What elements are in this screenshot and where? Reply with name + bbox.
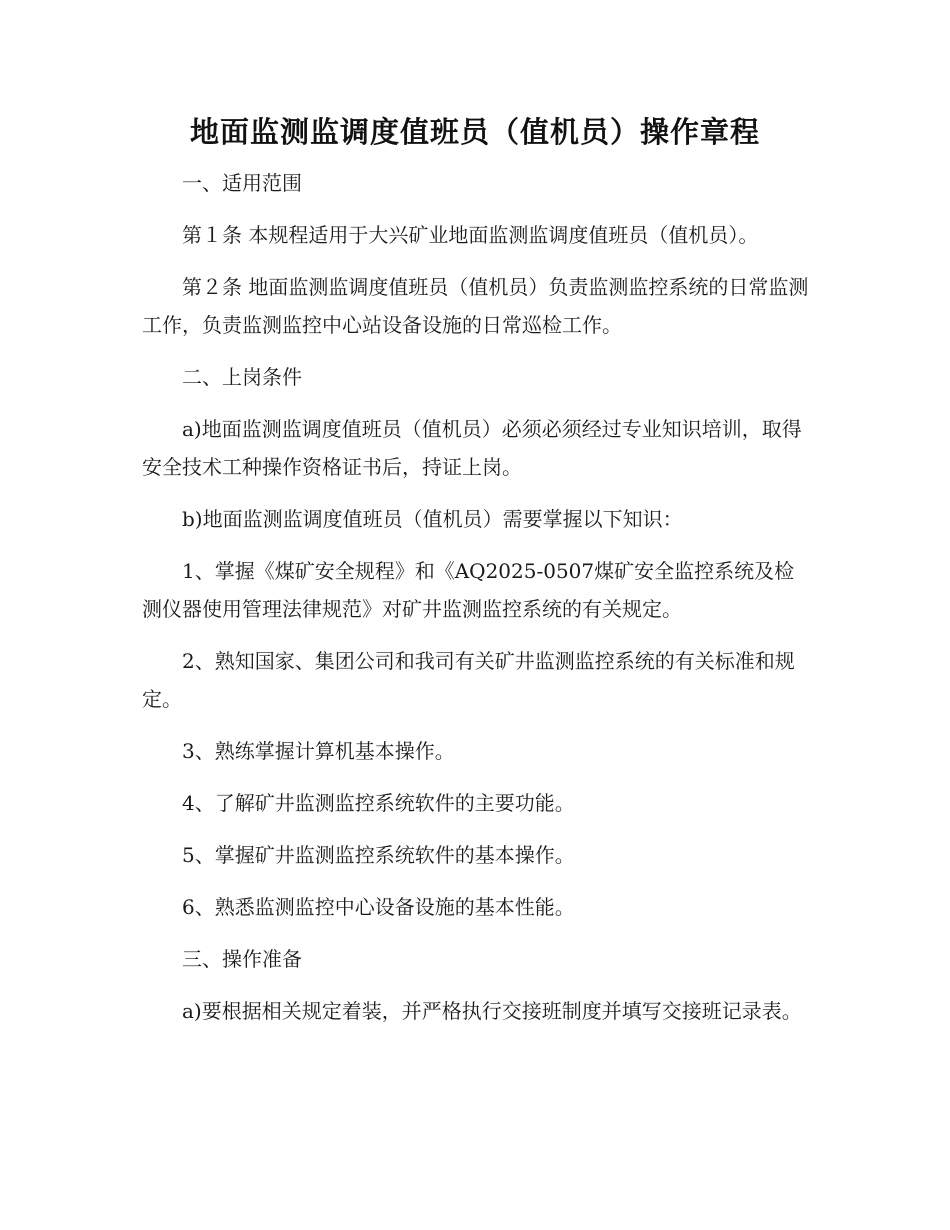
document-title: 地面监测监调度值班员（值机员）操作章程 (189, 115, 760, 149)
document-body (142, 164, 812, 1044)
list-item: 5、掌握矿井监测监控系统软件的基本操作。 (182, 843, 575, 867)
paragraph: a)地面监测监调度值班员（值机员）必须必须经过专业知识培训，取得安全技术工种操作资格证书后，持证上岗。 (142, 417, 802, 479)
list-item: 3、熟练掌握计算机基本操作。 (182, 739, 455, 763)
paragraph: 第１条 本规程适用于大兴矿业地面监测监调度值班员（值机员）。 (182, 223, 759, 247)
list-item: 4、了解矿井监测监控系统软件的主要功能。 (182, 791, 575, 815)
section-heading: 三、操作准备 (182, 947, 302, 971)
section-heading: 一、适用范围 (182, 171, 302, 195)
list-item: 1、掌握《煤矿安全规程》和《AQ2025-0507煤矿安全监控系统及检测仪器使用管理法律规范》对矿井监测监控系统的有关规定。 (142, 559, 795, 621)
paragraph: a)要根据相关规定着装，并严格执行交接班制度并填写交接班记录表。 (182, 999, 802, 1023)
paragraph: 第２条 地面监测监调度值班员（值机员）负责监测监控系统的日常监测工作，负责监测监控中心站设备设施的日常巡检工作。 (142, 275, 809, 337)
paragraph: b)地面监测监调度值班员（值机员）需要掌握以下知识： (182, 507, 683, 531)
section-heading: 二、上岗条件 (182, 365, 302, 389)
list-item: 6、熟悉监测监控中心设备设施的基本性能。 (182, 895, 575, 919)
list-item: 2、熟知国家、集团公司和我司有关矿井监测监控系统的有关标准和规定。 (142, 649, 795, 711)
